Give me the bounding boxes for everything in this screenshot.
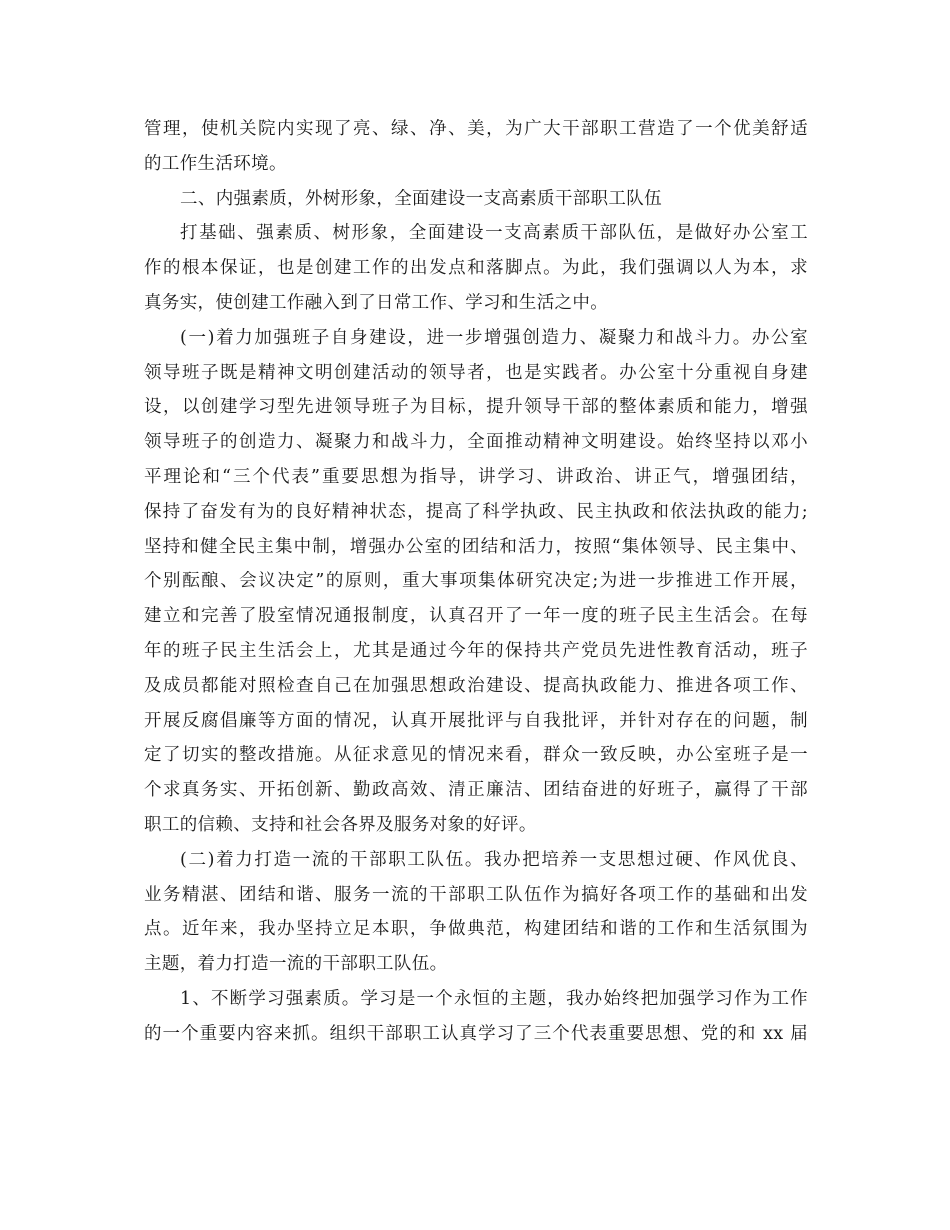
text-line: 个求真务实、开拓创新、勤政高效、清正廉洁、团结奋进的好班子，赢得了干部	[144, 780, 808, 801]
text-line: 的工作生活环境。	[144, 153, 287, 174]
text-line: (一)着力加强班子自身建设，进一步增强创造力、凝聚力和战斗力。办公室	[180, 327, 808, 348]
text-line: 保持了奋发有为的良好精神状态，提高了科学执政、民主执政和依法执政的能力;	[144, 501, 808, 522]
text-line: 个别酝酿、会议决定”的原则，重大事项集体研究决定;为进一步推进工作开展，	[144, 571, 808, 592]
document-body	[144, 112, 808, 1052]
text-line: 二、内强素质，外树形象，全面建设一支高素质干部职工队伍	[180, 188, 662, 209]
text-line: 管理，使机关院内实现了亮、绿、净、美，为广大干部职工营造了一个优美舒适	[144, 119, 808, 139]
text-line: 建立和完善了股室情况通报制度，认真召开了一年一度的班子民主生活会。在每	[144, 606, 808, 627]
text-line: 及成员都能对照检查自己在加强思想政治建设、提高执政能力、推进各项工作、	[144, 675, 808, 696]
text-line: 开展反腐倡廉等方面的情况，认真开展批评与自我批评，并针对存在的问题，制	[144, 710, 808, 731]
text-line: 平理论和“三个代表”重要思想为指导，讲学习、讲政治、讲正气，增强团结，	[144, 466, 808, 487]
text-line: 的一个重要内容来抓。组织干部职工认真学习了三个代表重要思想、党的和 xx 届	[144, 1023, 808, 1044]
text-line: 主题，着力打造一流的干部职工队伍。	[144, 954, 448, 975]
text-line: (二)着力打造一流的干部职工队伍。我办把培养一支思想过硬、作风优良、	[180, 849, 808, 870]
text-line: 职工的信赖、支持和社会各界及服务对象的好评。	[144, 814, 537, 835]
text-line: 真务实，使创建工作融入到了日常工作、学习和生活之中。	[144, 292, 609, 313]
text-line: 领导班子既是精神文明创建活动的领导者，也是实践者。办公室十分重视自身建	[144, 362, 808, 383]
text-line: 坚持和健全民主集中制，增强办公室的团结和活力，按照“集体领导、民主集中、	[144, 536, 808, 557]
text-line: 定了切实的整改措施。从征求意见的情况来看，群众一致反映，办公室班子是一	[144, 745, 808, 766]
text-line: 打基础、强素质、树形象，全面建设一支高素质干部队伍，是做好办公室工	[180, 223, 808, 244]
text-line: 点。近年来，我办坚持立足本职，争做典范，构建团结和谐的工作和生活氛围为	[144, 919, 808, 940]
text-line: 年的班子民主生活会上，尤其是通过今年的保持共产党员先进性教育活动，班子	[144, 640, 808, 661]
text-line: 作的根本保证，也是创建工作的出发点和落脚点。为此，我们强调以人为本，求	[144, 258, 808, 279]
text-line: 设，以创建学习型先进领导班子为目标，提升领导干部的整体素质和能力，增强	[144, 397, 808, 418]
text-line: 1、不断学习强素质。学习是一个永恒的主题，我办始终把加强学习作为工作	[180, 988, 808, 1009]
text-line: 业务精湛、团结和谐、服务一流的干部职工队伍作为搞好各项工作的基础和出发	[144, 884, 808, 905]
text-line: 领导班子的创造力、凝聚力和战斗力，全面推动精神文明建设。始终坚持以邓小	[144, 432, 808, 453]
